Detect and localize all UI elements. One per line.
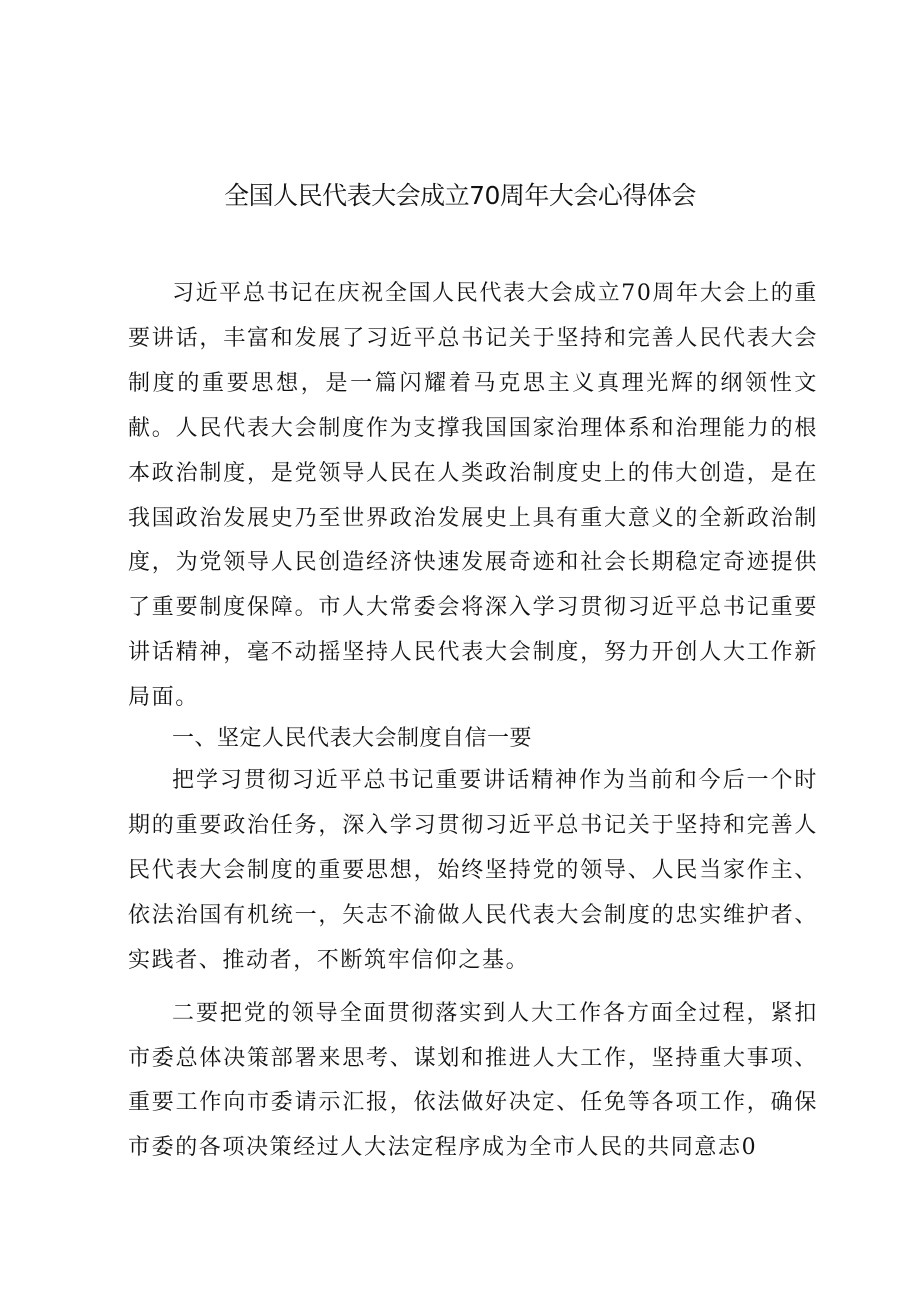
intro-paragraph: 习近平总书记在庆祝全国人民代表大会成立70周年大会上的重要讲话，丰富和发展了习近平总书记关于坚持和完善人民代表大会制度的重要思想，是一篇闪耀着马克思主义真理光辉的纲领性文献。人民代表大会制度作为支撑我国国家治理体系和治理能力的根本政治制度，是党领导人民在人类政治制度史上的伟大创造，是在我国政治发展史乃至世界政治发展史上具有重大意义的全新政治制度，为党领导人民创造经济快速发展奇迹和社会长期稳定奇迹提供了重要制度保障。市人大常委会将深入学习贯彻习近平总书记重要讲话精神，毫不动摇坚持人民代表大会制度，努力开创人大工作新局面。 (128, 281, 818, 711)
body-paragraph: 把学习贯彻习近平总书记重要讲话精神作为当前和今后一个时期的重要政治任务，深入学习贯彻习近平总书记关于坚持和完善人民代表大会制度的重要思想，始终坚持党的领导、人民当家作主、依法治国有机统一，矢志不渝做人民代表大会制度的忠实维护者、实践者、推动者，不断筑牢信仰之基。 (128, 768, 818, 973)
document-title: 全国人民代表大会成立70周年大会心得体会 (224, 181, 696, 210)
document-body (128, 272, 818, 1171)
body-paragraph: 二要把党的领导全面贯彻落实到人大工作各方面全过程，紧扣市委总体决策部署来思考、谋划和推进人大工作，坚持重大事项、重要工作向市委请示汇报，依法做好决定、任免等各项工作，确保市委的各项决策经过人大法定程序成为全市人民的共同意志0 (128, 1000, 818, 1161)
section-heading: 一、坚定人民代表大会制度自信一要 (172, 726, 533, 752)
